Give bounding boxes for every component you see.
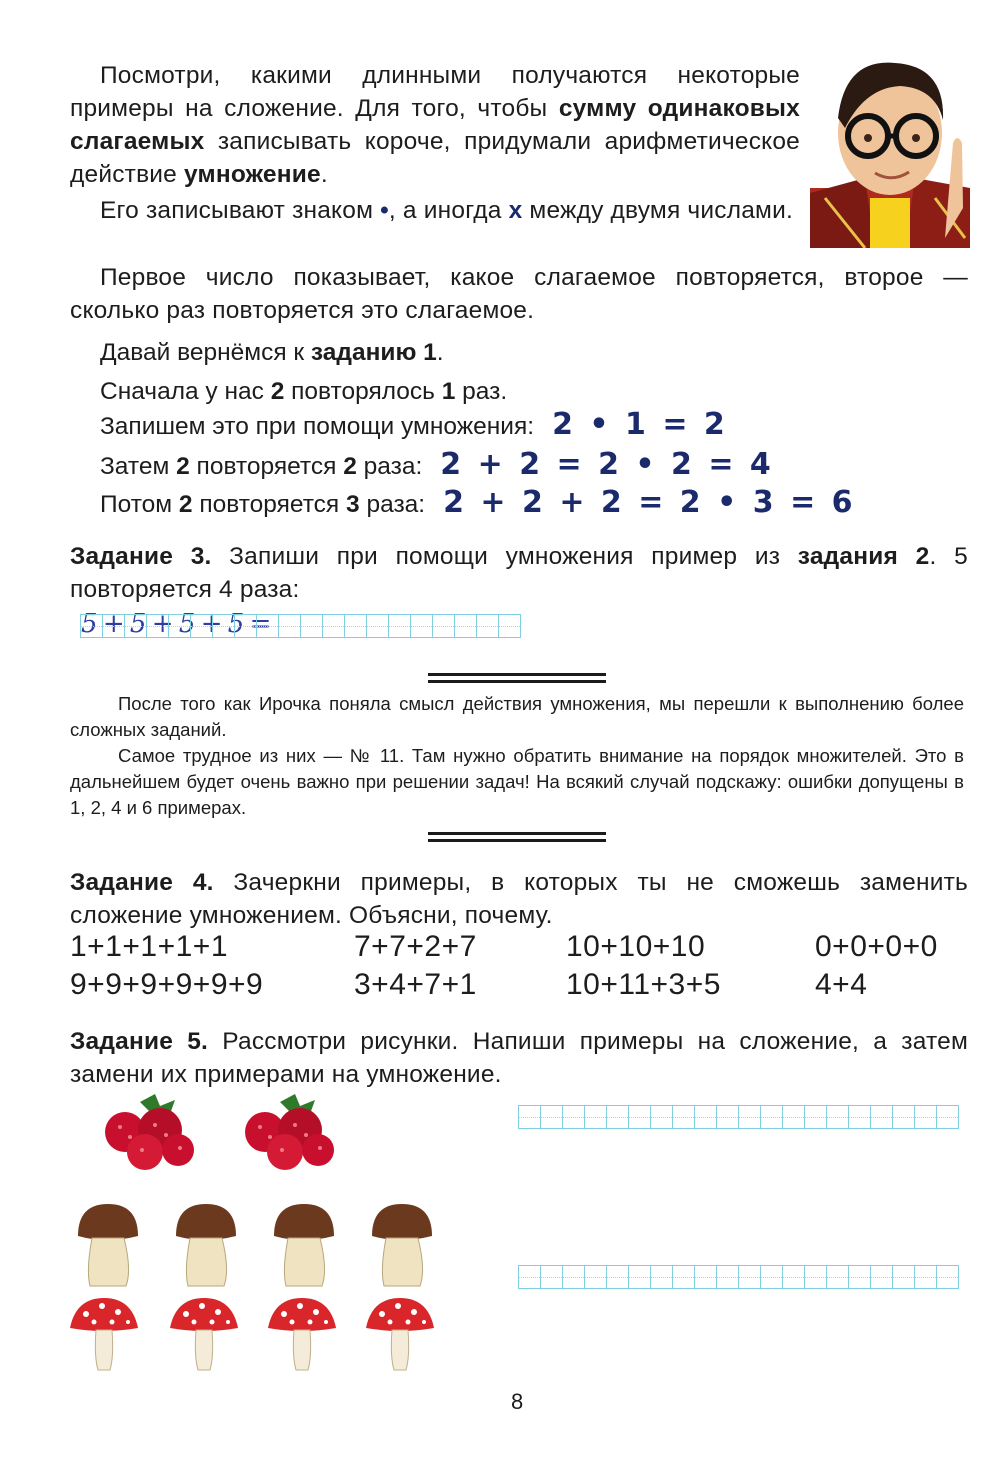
task4-example-6[interactable]: 3+4+7+1 <box>354 968 477 1001</box>
task5-grid-mushrooms-cell[interactable] <box>871 1265 893 1289</box>
task5-grid-berries-cell[interactable] <box>783 1105 805 1129</box>
divider-bottom <box>428 832 606 835</box>
task3-grid-cell-guide <box>257 626 278 627</box>
task5-grid-mushrooms-cell-guide <box>893 1277 914 1278</box>
task5-grid-berries-cell-guide <box>827 1117 848 1118</box>
task3-grid-cell[interactable] <box>191 614 213 638</box>
task3-grid-cell[interactable] <box>235 614 257 638</box>
divider-top-2 <box>428 680 606 683</box>
task5-grid-mushrooms-cell-guide <box>937 1277 958 1278</box>
task5-grid-berries-cell[interactable] <box>717 1105 739 1129</box>
task5-answer-grid-berries[interactable] <box>518 1105 959 1129</box>
task5-answer-grid-mushrooms[interactable] <box>518 1265 959 1289</box>
task3-grid-cell[interactable] <box>433 614 455 638</box>
divider-top <box>428 673 606 676</box>
intro-paragraph-3: Первое число показывает, какое слагаемое повторяется, второе — сколько раз повторяется это слагаемое. <box>70 264 968 324</box>
task3-grid-cell-guide <box>235 626 256 627</box>
task4-label: Задание 4. <box>70 869 214 896</box>
porcini-mushroom-4 <box>366 1200 438 1290</box>
task3-text: Задание 3. Запиши при помощи умножения пример из задания 2. 5 повторяется 4 раза: <box>70 543 968 603</box>
task5-grid-mushrooms-cell-guide <box>761 1277 782 1278</box>
task5-grid-mushrooms-cell[interactable] <box>607 1265 629 1289</box>
task5-grid-mushrooms-cell-guide <box>607 1277 628 1278</box>
task5-grid-berries-cell-guide <box>519 1117 540 1118</box>
task5-grid-berries-cell[interactable] <box>519 1105 541 1129</box>
amanita-mushroom-3 <box>264 1296 340 1374</box>
task5-grid-berries-cell[interactable] <box>827 1105 849 1129</box>
task5-grid-mushrooms-cell[interactable] <box>541 1265 563 1289</box>
note-paragraph-2: Самое трудное из них — № 11. Там нужно обратить внимание на порядок множителей. Это в дальнейшем будет очень важно при решении задач! На всякий случай подскажу: ошибки допущены в 1, 2, 4 и 6 примерах. <box>70 745 964 818</box>
task3-grid-cell[interactable] <box>455 614 477 638</box>
task3-grid-cell-guide <box>213 626 234 627</box>
task5-grid-berries-cell-guide <box>893 1117 914 1118</box>
task5-grid-berries-cell[interactable] <box>915 1105 937 1129</box>
intro-paragraph-4: Давай вернёмся к заданию 1. <box>100 339 444 366</box>
task3-grid-cell[interactable] <box>477 614 499 638</box>
task5-label: Задание 5. <box>70 1028 209 1055</box>
task5-grid-berries-cell[interactable] <box>937 1105 959 1129</box>
equation-2x1: 2 • 1 = 2 <box>552 407 728 442</box>
task5-grid-mushrooms-cell-guide <box>541 1277 562 1278</box>
task3-grid-cell-guide <box>147 626 168 627</box>
equation-2x3: 2 + 2 + 2 = 2 • 3 = 6 <box>443 485 856 520</box>
task4-example-7[interactable]: 10+11+3+5 <box>566 968 721 1001</box>
equation-2x2: 2 + 2 = 2 • 2 = 4 <box>440 447 774 482</box>
task3-grid-cell-guide <box>345 626 366 627</box>
task3-answer-grid[interactable] <box>80 609 521 639</box>
task5-grid-mushrooms-cell-guide <box>805 1277 826 1278</box>
task3-grid-cell[interactable] <box>345 614 367 638</box>
task5-grid-mushrooms-cell-guide <box>783 1277 804 1278</box>
task5-grid-berries-cell-guide <box>915 1117 936 1118</box>
task5-grid-berries-cell[interactable] <box>893 1105 915 1129</box>
task4-text: Задание 4. Зачеркни примеры, в которых ты не сможешь заменить сложение умножением. Объясни, почему. <box>70 869 968 929</box>
task5-grid-mushrooms-cell[interactable] <box>805 1265 827 1289</box>
multiplication-cross-sign: x <box>508 197 523 224</box>
task3-grid-cell-guide <box>499 626 520 627</box>
task3-grid-cell-guide <box>389 626 410 627</box>
task3-grid-cell-guide <box>81 626 102 627</box>
task5-grid-berries-cell-guide <box>849 1117 870 1118</box>
task5-grid-berries-cell[interactable] <box>563 1105 585 1129</box>
task5-grid-mushrooms-cell-guide <box>651 1277 672 1278</box>
task3-grid-cell-guide <box>103 626 124 627</box>
task3-label: Задание 3. <box>70 543 212 570</box>
task4-example-5[interactable]: 9+9+9+9+9+9 <box>70 968 264 1001</box>
task5-grid-berries-cell[interactable] <box>607 1105 629 1129</box>
note-paragraph-1: После того как Ирочка поняла смысл действия умножения, мы перешли к выполнению более сложных заданий. <box>70 693 964 740</box>
task5-grid-berries-cell[interactable] <box>585 1105 607 1129</box>
task5-grid-berries-cell-guide <box>541 1117 562 1118</box>
task5-grid-berries-cell[interactable] <box>761 1105 783 1129</box>
task3-grid-cell-guide <box>433 626 454 627</box>
task5-grid-mushrooms-cell[interactable] <box>673 1265 695 1289</box>
task5-grid-mushrooms-cell[interactable] <box>761 1265 783 1289</box>
task5-grid-berries-cell-guide <box>871 1117 892 1118</box>
task3-grid-cell-guide <box>323 626 344 627</box>
task5-grid-berries-cell-guide <box>673 1117 694 1118</box>
task5-grid-mushrooms-cell[interactable] <box>739 1265 761 1289</box>
intro-paragraph-7: Затем 2 повторяется 2 раза: 2 + 2 = 2 • 2 = 4 <box>100 447 774 482</box>
task3-grid-cell[interactable] <box>389 614 411 638</box>
task5-grid-mushrooms-cell-guide <box>695 1277 716 1278</box>
page-number: 8 <box>511 1389 524 1414</box>
task5-grid-mushrooms-cell-guide <box>629 1277 650 1278</box>
task5-grid-berries-cell-guide <box>585 1117 606 1118</box>
task3-grid-cell[interactable] <box>301 614 323 638</box>
task5-grid-berries-cell[interactable] <box>805 1105 827 1129</box>
task5-grid-berries-cell-guide <box>695 1117 716 1118</box>
task5-grid-berries-cell[interactable] <box>629 1105 651 1129</box>
task5-grid-mushrooms-cell[interactable] <box>585 1265 607 1289</box>
task5-grid-mushrooms-cell[interactable] <box>937 1265 959 1289</box>
task3-handwritten-answer: 5+5+5+5= <box>81 609 277 639</box>
task5-grid-mushrooms-cell[interactable] <box>915 1265 937 1289</box>
task5-grid-mushrooms-cell[interactable] <box>849 1265 871 1289</box>
task5-grid-mushrooms-cell-guide <box>585 1277 606 1278</box>
task5-text: Задание 5. Рассмотри рисунки. Напиши примеры на сложение, а затем замени их примерами на умножение. <box>70 1028 968 1088</box>
raspberry-group-2 <box>240 1092 340 1172</box>
task3-grid-cell[interactable] <box>81 614 103 638</box>
task5-grid-berries-cell[interactable] <box>541 1105 563 1129</box>
task5-grid-mushrooms-cell[interactable] <box>893 1265 915 1289</box>
task5-grid-berries-cell[interactable] <box>651 1105 673 1129</box>
task3-grid-cell[interactable] <box>323 614 345 638</box>
porcini-mushroom-1 <box>72 1200 144 1290</box>
task5-grid-berries-cell[interactable] <box>871 1105 893 1129</box>
task5-grid-mushrooms-cell-guide <box>827 1277 848 1278</box>
task5-grid-mushrooms-cell[interactable] <box>563 1265 585 1289</box>
intro-paragraph-6: Запишем это при помощи умножения: 2 • 1 = 2 <box>100 407 728 442</box>
task5-grid-mushrooms-cell[interactable] <box>783 1265 805 1289</box>
task5-grid-mushrooms-cell-guide <box>673 1277 694 1278</box>
task3-grid-cell[interactable] <box>147 614 169 638</box>
task3-grid-cell-guide <box>301 626 322 627</box>
task5-grid-berries-cell-guide <box>607 1117 628 1118</box>
task5-grid-berries-cell-guide <box>937 1117 958 1118</box>
task5-grid-mushrooms-cell-guide <box>915 1277 936 1278</box>
task4-example-4[interactable]: 0+0+0+0 <box>815 930 938 963</box>
task3-grid-cell-guide <box>455 626 476 627</box>
task4-example-1[interactable]: 1+1+1+1+1 <box>70 930 229 963</box>
intro-paragraph-5: Сначала у нас 2 повторялось 1 раз. <box>100 378 508 405</box>
task5-grid-berries-cell-guide <box>629 1117 650 1118</box>
task5-grid-mushrooms-cell-guide <box>739 1277 760 1278</box>
task5-grid-mushrooms-cell[interactable] <box>827 1265 849 1289</box>
raspberry-group-1 <box>100 1092 200 1172</box>
divider-bottom-2 <box>428 839 606 842</box>
multiplication-dot-sign: • <box>380 197 389 224</box>
task5-grid-berries-cell-guide <box>739 1117 760 1118</box>
task3-grid-cell[interactable] <box>411 614 433 638</box>
amanita-mushroom-2 <box>166 1296 242 1374</box>
task5-grid-mushrooms-cell[interactable] <box>717 1265 739 1289</box>
task5-grid-berries-cell[interactable] <box>849 1105 871 1129</box>
task3-grid-cell-guide <box>477 626 498 627</box>
task5-grid-mushrooms-cell[interactable] <box>629 1265 651 1289</box>
intro-paragraph-1: Посмотри, какими длинными получаются некоторые примеры на сложение. Для того, чтобы сумму одинаковых слагаемых записывать короче, придумали арифметическое действие умножение. <box>70 62 800 188</box>
task3-grid-cell-guide <box>279 626 300 627</box>
task5-grid-mushrooms-cell-guide <box>717 1277 738 1278</box>
task5-grid-mushrooms-cell[interactable] <box>651 1265 673 1289</box>
task4-example-2[interactable]: 7+7+2+7 <box>354 930 477 963</box>
task5-grid-berries-cell-guide <box>761 1117 782 1118</box>
amanita-mushroom-1 <box>66 1296 142 1374</box>
task3-grid-cell[interactable] <box>213 614 235 638</box>
boy-illustration <box>805 48 975 248</box>
task4-example-3[interactable]: 10+10+10 <box>566 930 706 963</box>
task3-grid-cell-guide <box>191 626 212 627</box>
task5-grid-berries-cell[interactable] <box>695 1105 717 1129</box>
task5-grid-mushrooms-cell-guide <box>563 1277 584 1278</box>
intro-paragraph-2: Его записывают знаком •, а иногда x между двумя числами. <box>100 197 793 224</box>
task5-grid-mushrooms-cell-guide <box>871 1277 892 1278</box>
task5-grid-mushrooms-cell-guide <box>849 1277 870 1278</box>
task3-grid-cell[interactable] <box>499 614 521 638</box>
task3-grid-cell[interactable] <box>367 614 389 638</box>
intro-paragraph-8: Потом 2 повторяется 3 раза: 2 + 2 + 2 = 2 • 3 = 6 <box>100 485 856 520</box>
amanita-mushroom-4 <box>362 1296 438 1374</box>
task5-grid-mushrooms-cell-guide <box>519 1277 540 1278</box>
task5-grid-berries-cell-guide <box>717 1117 738 1118</box>
task3-grid-cell[interactable] <box>125 614 147 638</box>
task3-grid-cell[interactable] <box>279 614 301 638</box>
task5-grid-berries-cell-guide <box>651 1117 672 1118</box>
task3-grid-cell[interactable] <box>103 614 125 638</box>
task5-grid-berries-cell[interactable] <box>739 1105 761 1129</box>
task5-grid-berries-cell-guide <box>563 1117 584 1118</box>
task3-grid-cell-guide <box>367 626 388 627</box>
task5-grid-berries-cell-guide <box>805 1117 826 1118</box>
porcini-mushroom-3 <box>268 1200 340 1290</box>
task4-example-8[interactable]: 4+4 <box>815 968 868 1001</box>
task5-grid-berries-cell-guide <box>783 1117 804 1118</box>
task3-grid-cell-guide <box>125 626 146 627</box>
task3-grid-cell-guide <box>411 626 432 627</box>
task3-grid-cell-guide <box>169 626 190 627</box>
porcini-mushroom-2 <box>170 1200 242 1290</box>
task5-grid-berries-cell[interactable] <box>673 1105 695 1129</box>
task3-grid-cell[interactable] <box>169 614 191 638</box>
task5-grid-mushrooms-cell[interactable] <box>519 1265 541 1289</box>
task3-grid-cell[interactable] <box>257 614 279 638</box>
task5-grid-mushrooms-cell[interactable] <box>695 1265 717 1289</box>
